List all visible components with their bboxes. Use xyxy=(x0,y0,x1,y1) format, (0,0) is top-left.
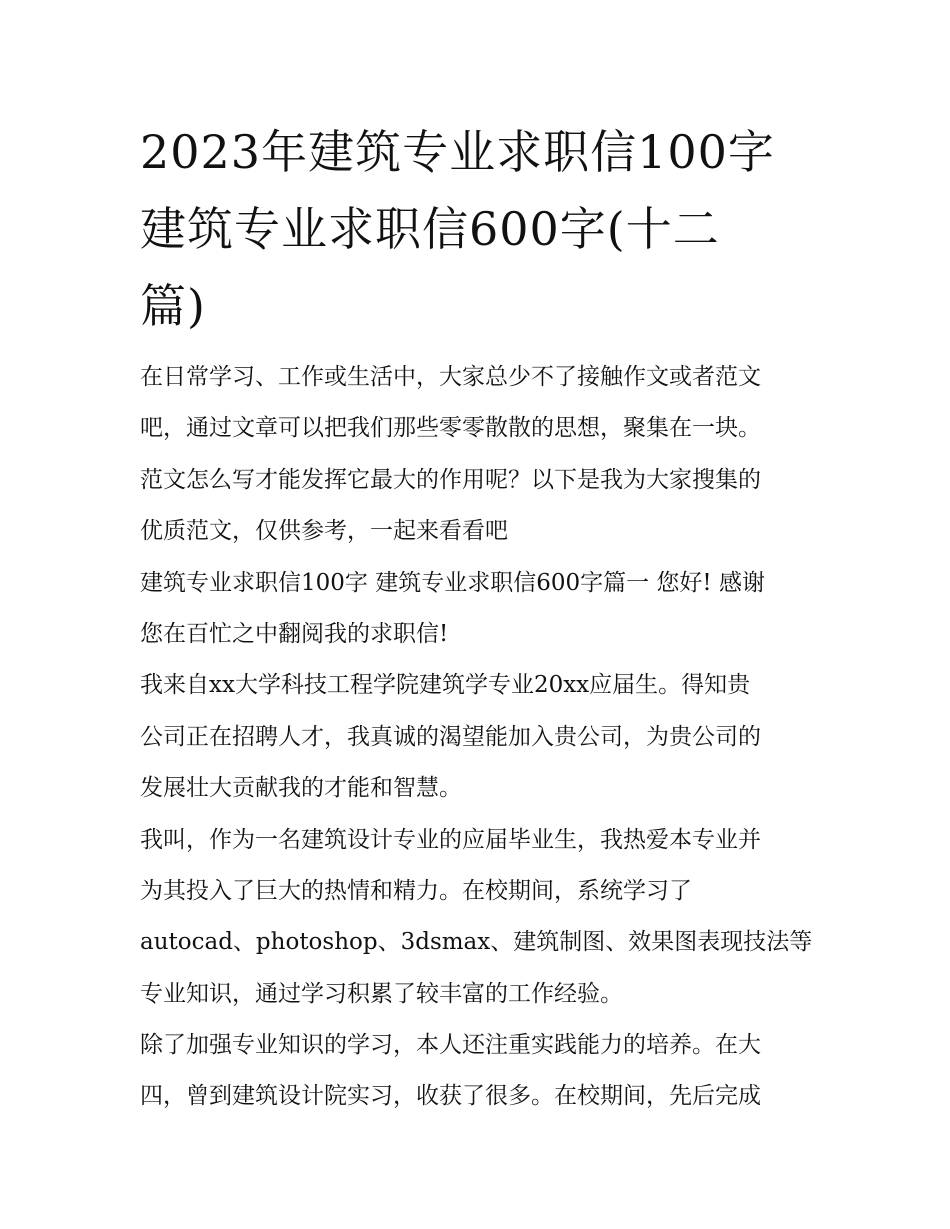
document-title xyxy=(140,114,820,345)
body-line: 您在百忙之中翻阅我的求职信! xyxy=(140,620,449,647)
body-line: 范文怎么写才能发挥它最大的作用呢？以下是我为大家搜集的 xyxy=(140,466,761,493)
body-line: 在日常学习、工作或生活中，大家总少不了接触作文或者范文 xyxy=(140,364,761,390)
body-line: 公司正在招聘人才，我真诚的渴望能加入贵公司，为贵公司的 xyxy=(140,723,761,750)
body-line: 专业知识，通过学习积累了较丰富的工作经验。 xyxy=(140,980,623,1007)
body-line: 建筑专业求职信100字 建筑专业求职信600字篇一 您好! 感谢 xyxy=(140,569,765,596)
body-line: 吧，通过文章可以把我们那些零零散散的思想，聚集在一块。 xyxy=(140,415,761,442)
title-line: 建筑专业求职信600字(十二 xyxy=(140,202,720,256)
body-line: autocad、photoshop、3dsmax、建筑制图、效果图表现技法等 xyxy=(140,929,813,956)
body-line: 发展壮大贡献我的才能和智慧。 xyxy=(140,775,462,802)
body-line: 我叫，作为一名建筑设计专业的应届毕业生，我热爱本专业并 xyxy=(140,826,761,853)
title-line: 篇) xyxy=(140,279,206,333)
body-line: 除了加强专业知识的学习，本人还注重实践能力的培养。在大 xyxy=(140,1032,761,1059)
body-line: 四，曾到建筑设计院实习，收获了很多。在校期间，先后完成 xyxy=(140,1083,761,1110)
body-line: 我来自xx大学科技工程学院建筑学专业20xx应届生。得知贵 xyxy=(140,672,751,699)
body-line: 优质范文，仅供参考，一起来看看吧 xyxy=(140,518,508,545)
title-line: 2023年建筑专业求职信100字 xyxy=(140,125,775,179)
document-body xyxy=(140,352,820,1123)
body-line: 为其投入了巨大的热情和精力。在校期间，系统学习了 xyxy=(140,877,692,904)
